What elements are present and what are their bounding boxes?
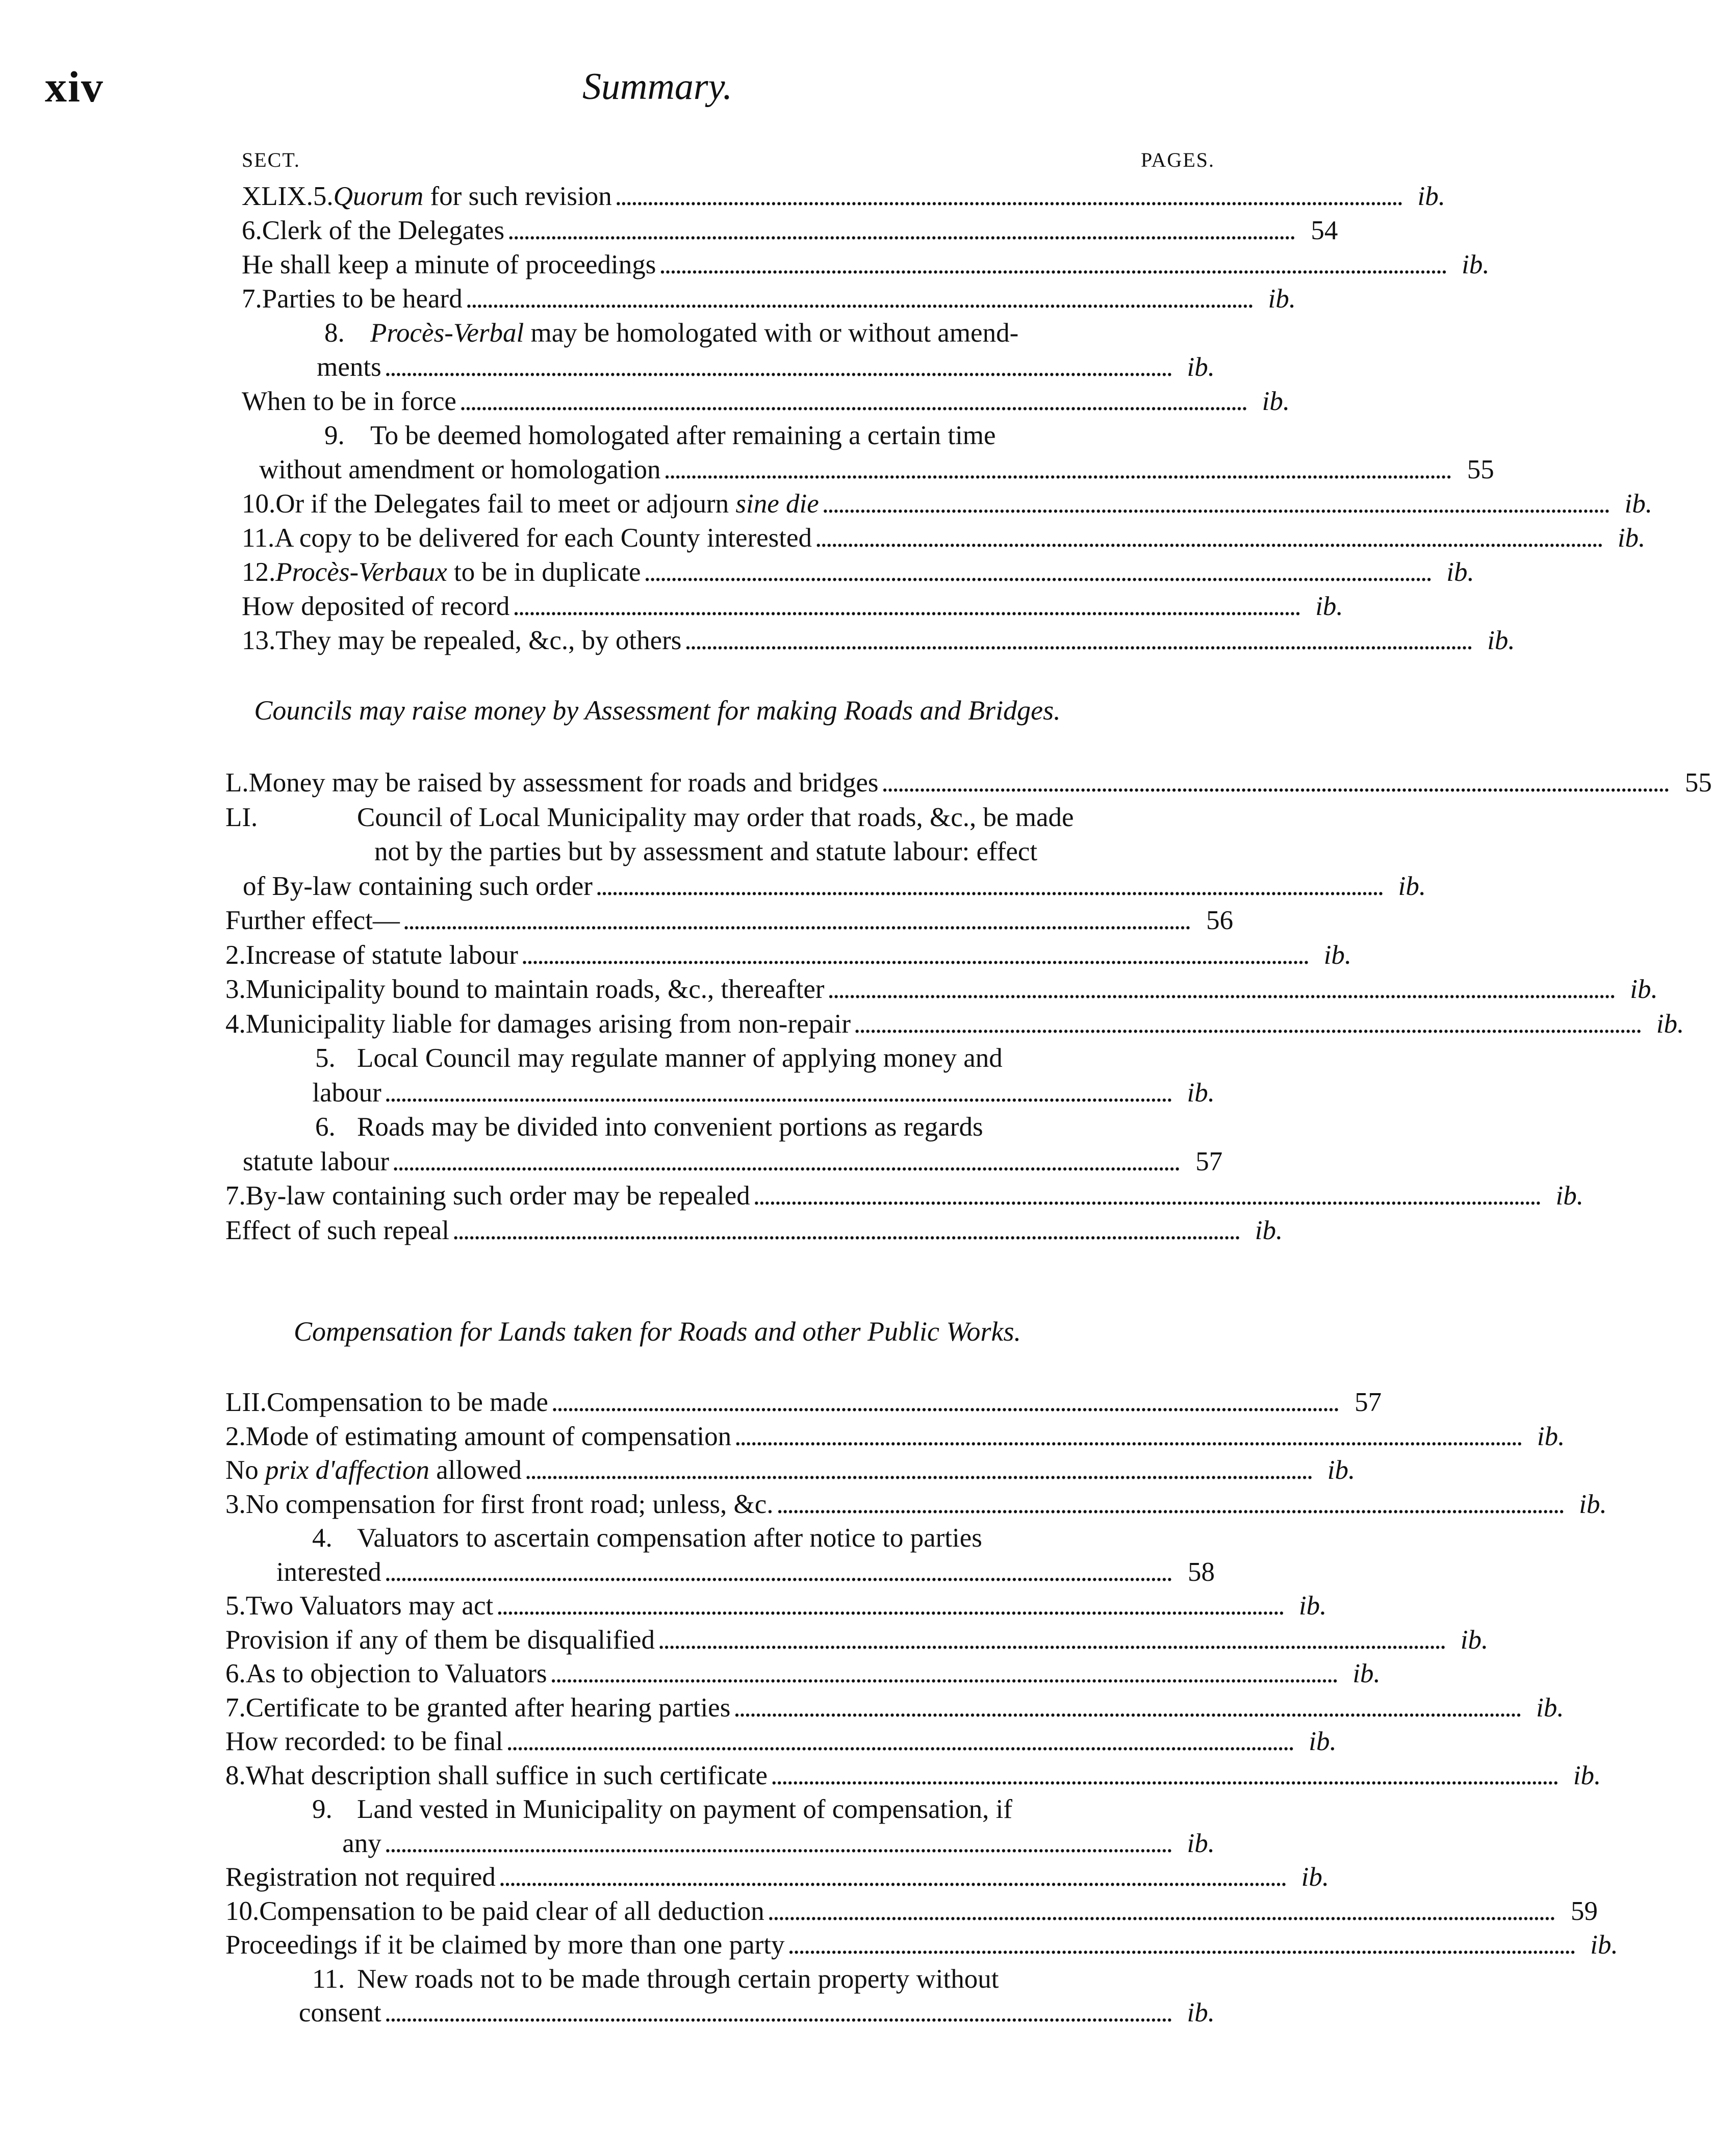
entry-text bbox=[225, 1625, 655, 1655]
page-reference: ib. bbox=[1315, 592, 1343, 621]
page-reference: 55 bbox=[1467, 455, 1494, 484]
entry-text bbox=[262, 284, 463, 314]
subsection-number: 4. bbox=[312, 1523, 333, 1553]
page-reference: ib. bbox=[1630, 974, 1658, 1004]
page-reference: ib. bbox=[1537, 1421, 1565, 1451]
leader-dots bbox=[771, 1760, 1555, 1791]
subsection-number: 7. bbox=[242, 284, 262, 314]
leader-dots bbox=[499, 1862, 1283, 1892]
entry-text-part: for such revision bbox=[423, 182, 612, 211]
subsection-number: 3. bbox=[225, 1489, 246, 1519]
subsection-number: 9. bbox=[324, 421, 345, 450]
leader-dots bbox=[507, 215, 1292, 246]
toc-entry bbox=[225, 1215, 1283, 1248]
entry-text-italic: Procès-Verbaux bbox=[275, 557, 447, 587]
entry-text bbox=[242, 591, 509, 622]
subsection-number: 3. bbox=[225, 974, 246, 1004]
leader-dots bbox=[550, 1658, 1335, 1689]
page-reference: ib. bbox=[1487, 626, 1515, 655]
entry-text-part: Compensation to be paid clear of all deduction bbox=[259, 1896, 764, 1926]
entry-text-part: Local Council may regulate manner of applying money and bbox=[357, 1043, 1003, 1073]
page-reference: ib. bbox=[1617, 523, 1646, 553]
page-reference: ib. bbox=[1327, 1455, 1356, 1485]
leader-dots bbox=[659, 249, 1443, 280]
subsection-number: 10. bbox=[225, 1896, 260, 1926]
entry-text-part: Proceedings if it be claimed by more than one party bbox=[225, 1930, 785, 1960]
entry-text-part: of By-law containing such order bbox=[243, 871, 593, 901]
subsection-number: 7. bbox=[225, 1181, 246, 1211]
leader-dots bbox=[777, 1489, 1561, 1520]
entry-text bbox=[267, 1387, 548, 1418]
toc-entry bbox=[225, 1964, 1215, 1996]
leader-dots bbox=[513, 591, 1297, 622]
entry-text bbox=[262, 215, 504, 246]
page-reference: ib. bbox=[1656, 1009, 1684, 1039]
page-reference: 57 bbox=[1195, 1146, 1223, 1176]
page-reference: ib. bbox=[1255, 1215, 1283, 1245]
entry-text bbox=[246, 1658, 547, 1689]
entry-text bbox=[246, 1760, 768, 1791]
subsection-number: 7. bbox=[225, 1692, 246, 1723]
subsection-number: 6. bbox=[225, 1659, 246, 1688]
toc-entry bbox=[225, 1557, 1215, 1589]
entry-text-part: without amendment or homologation bbox=[259, 455, 661, 484]
page-number: xiv bbox=[45, 62, 104, 111]
page-reference: ib. bbox=[1301, 1862, 1330, 1892]
entry-text bbox=[246, 974, 825, 1005]
entry-text bbox=[225, 1862, 496, 1892]
leader-dots bbox=[385, 1828, 1169, 1859]
leader-dots bbox=[815, 523, 1599, 553]
subsection-number: 5. bbox=[225, 1591, 246, 1621]
section-number: XLIX. bbox=[242, 182, 313, 211]
entry-text-part: allowed bbox=[429, 1455, 522, 1485]
leader-dots bbox=[787, 1930, 1572, 1960]
page-reference: ib. bbox=[1309, 1727, 1337, 1756]
entry-text-part: Provision if any of them be disqualified bbox=[225, 1625, 655, 1655]
entry-text bbox=[246, 1009, 851, 1039]
entry-text-part: Or if the Delegates fail to meet or adjourn bbox=[275, 489, 736, 519]
leader-dots bbox=[459, 386, 1244, 417]
page-reference: ib. bbox=[1462, 250, 1490, 279]
entry-text-part: Registration not required bbox=[225, 1862, 496, 1892]
entry-text bbox=[312, 1077, 381, 1108]
toc-entry bbox=[242, 557, 1474, 589]
page-reference: ib. bbox=[1573, 1760, 1601, 1790]
leader-dots bbox=[452, 1215, 1237, 1246]
entry-text bbox=[225, 905, 400, 936]
leader-dots bbox=[644, 557, 1428, 587]
toc-entry bbox=[225, 1523, 1215, 1555]
leader-dots bbox=[496, 1590, 1281, 1621]
section-number: LI. bbox=[225, 802, 258, 832]
entry-text bbox=[246, 1590, 493, 1621]
subsection-number: 6. bbox=[242, 216, 262, 245]
entry-text-part: Further effect— bbox=[225, 906, 400, 935]
entry-text bbox=[357, 1112, 983, 1142]
subsection-number: 5. bbox=[313, 182, 334, 211]
subsection-number: 2. bbox=[225, 940, 246, 970]
entry-text bbox=[242, 386, 456, 417]
toc-entry bbox=[225, 1828, 1215, 1861]
subsection-number: 11. bbox=[312, 1964, 345, 1994]
toc-entry bbox=[225, 940, 1352, 972]
subsection-number: 8. bbox=[324, 318, 345, 348]
entry-text-part: interested bbox=[276, 1557, 381, 1587]
entry-text bbox=[276, 1557, 381, 1587]
entry-text-part: Municipality bound to maintain roads, &c., thereafter bbox=[245, 974, 825, 1004]
page-reference: 59 bbox=[1571, 1896, 1598, 1926]
toc-entry bbox=[225, 802, 1215, 835]
entry-text bbox=[357, 1794, 1012, 1825]
page-reference: 58 bbox=[1188, 1557, 1215, 1587]
entry-text bbox=[246, 940, 518, 970]
page-reference: ib. bbox=[1624, 489, 1653, 519]
entry-text-part: No compensation for first front road; unless, &c. bbox=[245, 1489, 774, 1519]
entry-text bbox=[357, 1523, 982, 1553]
toc-entry bbox=[242, 489, 1653, 521]
leader-dots bbox=[664, 454, 1448, 485]
entry-text-part: To be deemed homologated after remaining a certain time bbox=[370, 421, 996, 450]
entry-text-part: Roads may be divided into convenient portions as regards bbox=[357, 1112, 983, 1142]
leader-dots bbox=[466, 284, 1250, 314]
entry-text-part: may be homologated with or without amend- bbox=[524, 318, 1019, 348]
page-reference: ib. bbox=[1446, 557, 1474, 587]
toc-entry bbox=[225, 1043, 1215, 1075]
leader-dots bbox=[521, 940, 1306, 970]
entry-text bbox=[225, 1215, 449, 1246]
entry-text bbox=[243, 871, 593, 902]
page-reference: ib. bbox=[1268, 284, 1296, 314]
toc-entry bbox=[225, 1009, 1684, 1041]
page-reference: ib. bbox=[1187, 352, 1215, 382]
subsection-number: 10. bbox=[242, 489, 276, 519]
entry-text bbox=[225, 1455, 522, 1485]
toc-entry bbox=[225, 1489, 1607, 1522]
entry-text-part: Clerk of the Delegates bbox=[262, 216, 505, 245]
entry-text bbox=[275, 625, 681, 656]
entry-text-part: As to objection to Valuators bbox=[245, 1659, 547, 1688]
leader-dots bbox=[734, 1421, 1519, 1452]
page-reference: ib. bbox=[1398, 871, 1426, 901]
toc-entry bbox=[225, 1692, 1564, 1725]
page-reference: 55 bbox=[1684, 768, 1712, 798]
subsection-number: 11. bbox=[242, 523, 275, 553]
toc-entry bbox=[225, 1896, 1598, 1929]
entry-text bbox=[249, 767, 879, 798]
subsection-number: 13. bbox=[242, 626, 276, 655]
toc-entry bbox=[225, 1180, 1583, 1213]
subsection-number: 6. bbox=[315, 1112, 336, 1142]
entry-text-part: What description shall suffice in such certificate bbox=[245, 1760, 768, 1790]
toc-entry bbox=[225, 1726, 1337, 1759]
toc-entry bbox=[242, 215, 1338, 248]
entry-text-italic: Procès-Verbal bbox=[370, 318, 524, 348]
leader-dots bbox=[596, 871, 1380, 902]
toc-entry bbox=[242, 523, 1646, 555]
leader-dots bbox=[822, 489, 1606, 519]
entry-text-part: Compensation to be made bbox=[266, 1388, 548, 1417]
toc-entry bbox=[225, 1387, 1382, 1420]
entry-text-part: He shall keep a minute of proceedings bbox=[242, 250, 656, 279]
entry-text-part: Certificate to be granted after hearing parties bbox=[245, 1692, 731, 1723]
leader-dots bbox=[684, 625, 1469, 656]
page-reference: ib. bbox=[1187, 1828, 1215, 1858]
entry-text bbox=[317, 352, 381, 382]
section-number: LII. bbox=[225, 1388, 267, 1417]
toc-entry bbox=[242, 625, 1515, 658]
entry-text bbox=[242, 249, 656, 280]
toc-entry bbox=[242, 454, 1494, 487]
toc-entry bbox=[225, 767, 1712, 800]
entry-text-part: Mode of estimating amount of compensation bbox=[245, 1421, 732, 1451]
page-reference: ib. bbox=[1460, 1625, 1489, 1655]
toc-entry bbox=[225, 1794, 1215, 1827]
toc-entry bbox=[225, 1455, 1356, 1487]
leader-dots bbox=[733, 1692, 1518, 1723]
toc-entry bbox=[225, 1146, 1223, 1179]
entry-text bbox=[225, 1726, 503, 1757]
entry-text-part: They may be repealed, &c., by others bbox=[275, 626, 682, 655]
entry-text bbox=[357, 802, 1074, 833]
subsection-number: 5. bbox=[315, 1043, 336, 1073]
page-reference: ib. bbox=[1323, 940, 1352, 970]
leader-dots bbox=[403, 905, 1187, 936]
page-reference: ib. bbox=[1417, 182, 1445, 211]
section-heading-roads-bridges: Councils may raise money by Assessment for making Roads and Bridges. bbox=[254, 695, 1061, 726]
leader-dots bbox=[525, 1455, 1309, 1485]
page-reference: ib. bbox=[1352, 1659, 1381, 1688]
toc-entry bbox=[225, 1421, 1565, 1454]
entry-text bbox=[246, 1421, 731, 1452]
page-reference: ib. bbox=[1187, 1998, 1215, 2027]
leader-dots bbox=[392, 1146, 1177, 1177]
entry-text-part: to be in duplicate bbox=[447, 557, 641, 587]
entry-text bbox=[225, 1930, 784, 1960]
entry-text-part: Parties to be heard bbox=[262, 284, 463, 314]
section-number: L. bbox=[225, 768, 249, 798]
toc-entry bbox=[242, 318, 1215, 350]
entry-text bbox=[370, 420, 996, 451]
entry-text bbox=[274, 523, 812, 553]
toc-entry bbox=[225, 1625, 1489, 1657]
entry-text-part: Land vested in Municipality on payment of compensation, if bbox=[357, 1794, 1012, 1824]
toc-entry bbox=[225, 1862, 1330, 1894]
entry-text bbox=[374, 836, 1037, 867]
leader-dots bbox=[658, 1625, 1442, 1655]
subsection-number: 12. bbox=[242, 557, 276, 587]
page-reference: ib. bbox=[1555, 1181, 1583, 1211]
column-heading-sect: SECT. bbox=[242, 148, 300, 171]
leader-dots bbox=[753, 1180, 1538, 1211]
toc-entry bbox=[225, 974, 1658, 1007]
entry-text-part: New roads not to be made through certain property without bbox=[357, 1964, 999, 1994]
entry-text bbox=[243, 1146, 389, 1177]
leader-dots bbox=[828, 974, 1612, 1005]
page-reference: 54 bbox=[1311, 216, 1338, 245]
leader-dots bbox=[882, 767, 1666, 798]
entry-text-part: statute labour bbox=[243, 1146, 389, 1176]
entry-text bbox=[246, 1489, 774, 1520]
toc-entry bbox=[225, 871, 1426, 904]
entry-text-part: No bbox=[225, 1455, 266, 1485]
entry-text bbox=[275, 557, 641, 587]
entry-text-part: consent bbox=[298, 1998, 381, 2027]
entry-text-part: How recorded: to be final bbox=[225, 1727, 503, 1756]
page-reference: 56 bbox=[1206, 906, 1234, 935]
page-reference: ib. bbox=[1262, 387, 1290, 416]
toc-entry bbox=[225, 1658, 1381, 1691]
entry-text bbox=[334, 181, 612, 212]
entry-text-part: Money may be raised by assessment for roads and bridges bbox=[248, 768, 879, 798]
toc-entry bbox=[242, 420, 1215, 453]
toc-entry bbox=[242, 591, 1343, 624]
entry-text-part: Valuators to ascertain compensation after notice to parties bbox=[357, 1523, 982, 1553]
toc-entry bbox=[225, 1930, 1618, 1962]
entry-text-part: By-law containing such order may be repealed bbox=[245, 1181, 750, 1211]
entry-text-italic: Quorum bbox=[333, 182, 424, 211]
entry-text bbox=[275, 489, 819, 519]
entry-text bbox=[259, 454, 661, 485]
entry-text-part: ments bbox=[317, 352, 381, 382]
entry-text-part: any bbox=[342, 1828, 381, 1858]
toc-entry bbox=[242, 249, 1490, 282]
entry-text-italic: prix d'affection bbox=[265, 1455, 429, 1485]
toc-entry bbox=[242, 352, 1215, 384]
toc-entry bbox=[225, 836, 1215, 869]
page-reference: ib. bbox=[1579, 1489, 1607, 1519]
entry-text-part: Increase of statute labour bbox=[245, 940, 518, 970]
subsection-number: 9. bbox=[312, 1794, 333, 1824]
leader-dots bbox=[385, 1997, 1169, 2028]
entry-text-part: Effect of such repeal bbox=[225, 1215, 449, 1245]
entry-text bbox=[342, 1828, 381, 1859]
page-reference: ib. bbox=[1590, 1930, 1618, 1960]
subsection-number: 8. bbox=[225, 1760, 246, 1790]
subsection-number: 2. bbox=[225, 1421, 246, 1451]
page-reference: ib. bbox=[1187, 1077, 1215, 1108]
entry-text bbox=[246, 1692, 731, 1723]
toc-entry bbox=[242, 181, 1445, 214]
leader-dots bbox=[615, 181, 1399, 212]
entry-text-part: A copy to be delivered for each County interested bbox=[274, 523, 812, 553]
entry-text-part: not by the parties but by assessment and statute labour: effect bbox=[374, 837, 1038, 866]
leader-dots bbox=[385, 352, 1169, 382]
leader-dots bbox=[506, 1726, 1291, 1757]
toc-entry bbox=[225, 1997, 1215, 2030]
entry-text-part: labour bbox=[312, 1077, 381, 1108]
entry-text-part: Municipality liable for damages arising from non-repair bbox=[245, 1009, 851, 1039]
toc-entry bbox=[225, 1112, 1215, 1144]
entry-text-part: Two Valuators may act bbox=[245, 1591, 494, 1621]
toc-entry bbox=[225, 1760, 1601, 1793]
page-reference: 57 bbox=[1355, 1388, 1382, 1417]
leader-dots bbox=[854, 1009, 1638, 1039]
entry-text bbox=[357, 1043, 1003, 1073]
toc-entry bbox=[242, 386, 1290, 419]
page-reference: ib. bbox=[1298, 1591, 1327, 1621]
entry-text-italic: sine die bbox=[735, 489, 819, 519]
entry-text bbox=[259, 1896, 764, 1927]
entry-text bbox=[370, 318, 1018, 348]
section-heading-compensation: Compensation for Lands taken for Roads and other Public Works. bbox=[294, 1316, 1021, 1347]
page-reference: ib. bbox=[1536, 1692, 1564, 1723]
leader-dots bbox=[385, 1557, 1169, 1587]
entry-text-part: How deposited of record bbox=[242, 592, 510, 621]
toc-entry bbox=[242, 284, 1296, 316]
entry-text bbox=[357, 1964, 999, 1994]
leader-dots bbox=[551, 1387, 1336, 1418]
entry-text-part: Council of Local Municipality may order that roads, &c., be made bbox=[357, 802, 1074, 832]
entry-text-part: When to be in force bbox=[242, 387, 456, 416]
toc-entry bbox=[225, 1077, 1215, 1110]
entry-text bbox=[299, 1997, 381, 2028]
toc-entry bbox=[225, 905, 1234, 938]
toc-entry bbox=[225, 1590, 1327, 1623]
leader-dots bbox=[768, 1896, 1552, 1927]
column-heading-pages: PAGES. bbox=[1140, 148, 1215, 171]
subsection-number: 4. bbox=[225, 1009, 246, 1039]
running-title: Summary. bbox=[582, 66, 732, 108]
leader-dots bbox=[385, 1077, 1169, 1108]
entry-text bbox=[246, 1180, 750, 1211]
